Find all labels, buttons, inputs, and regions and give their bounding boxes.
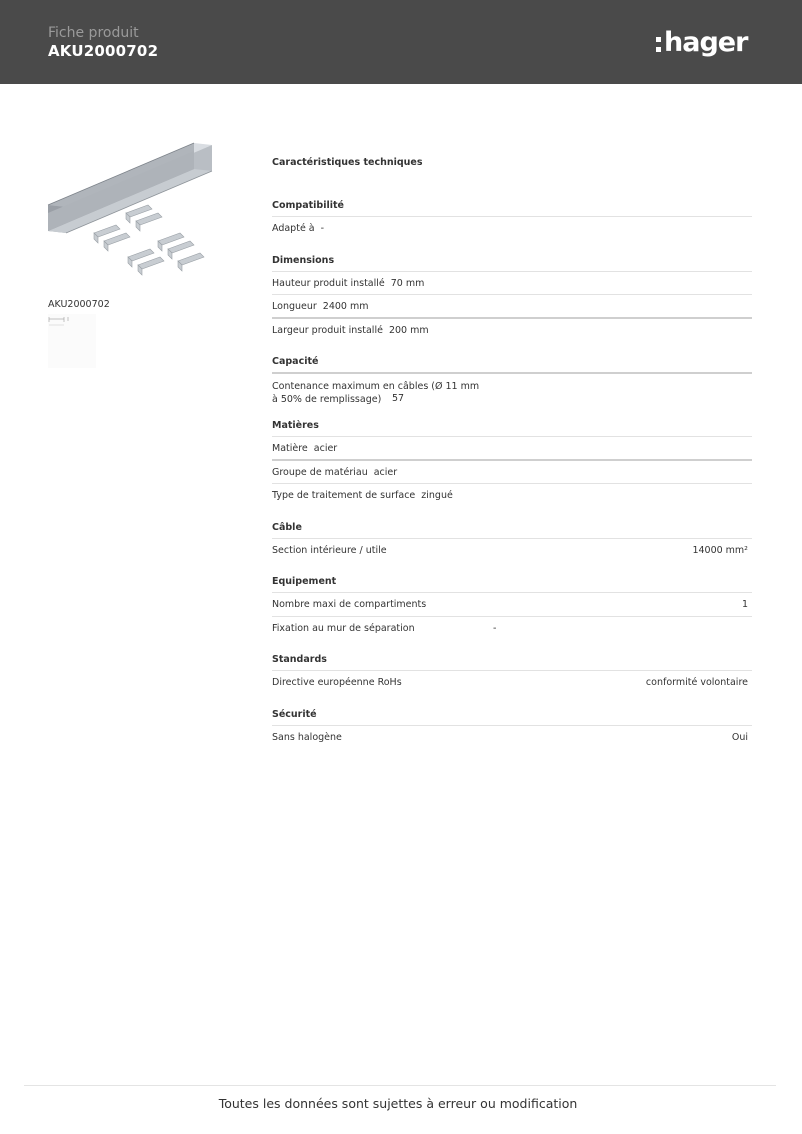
- section-dimensions: [272, 254, 752, 343]
- spec-value: Oui: [731, 731, 748, 743]
- spec-row: [272, 726, 752, 750]
- spec-value: 200 mm: [388, 324, 429, 336]
- spec-row: [272, 217, 752, 241]
- section-equipement: [272, 575, 752, 640]
- spec-row: [272, 671, 752, 695]
- spec-label: Nombre maxi de compartiments: [272, 599, 427, 610]
- spec-label: Contenance maximum en câbles (Ø 11 mm à 50% de remplissage): [272, 381, 480, 405]
- section-title: Equipement: [272, 575, 752, 593]
- section-title: Câble: [272, 521, 752, 539]
- spec-label: Fixation au mur de séparation: [272, 622, 415, 634]
- section-title: Sécurité: [272, 708, 752, 726]
- spec-value: 1: [741, 599, 748, 610]
- hager-logo: [656, 22, 747, 62]
- section-title: Matières: [272, 419, 752, 437]
- spec-label: Type de traitement de surface: [272, 490, 416, 501]
- spec-row: [272, 617, 752, 641]
- spec-label: Directive européenne RoHs: [272, 677, 402, 688]
- footer-divider: [24, 1085, 776, 1086]
- spec-label: Groupe de matériau: [272, 466, 368, 478]
- logo-wordmark: hager: [664, 26, 748, 58]
- spec-row: [272, 374, 752, 410]
- spec-label: Longueur: [272, 301, 317, 312]
- spec-value: -: [320, 223, 325, 234]
- spec-row: [272, 319, 752, 343]
- product-image-caption: AKU2000702: [48, 299, 110, 310]
- spec-label: Hauteur produit installé: [272, 277, 385, 289]
- technical-specifications: [272, 157, 752, 749]
- document-type: Fiche produit: [48, 25, 139, 41]
- spec-row: [272, 295, 752, 319]
- section-title: Standards: [272, 653, 752, 671]
- spec-row: [272, 484, 752, 508]
- section-standards: [272, 653, 752, 695]
- spec-row: [272, 461, 752, 485]
- spec-label: Adapté à: [272, 223, 315, 234]
- spec-label: Sans halogène: [272, 731, 342, 743]
- spec-value: -: [493, 622, 497, 634]
- section-capacite: [272, 355, 752, 410]
- spec-value: 2400 mm: [322, 301, 369, 312]
- spec-label: Largeur produit installé: [272, 324, 383, 336]
- spec-value: 57: [392, 393, 405, 404]
- spec-row: [272, 539, 752, 563]
- section-matieres: [272, 419, 752, 508]
- spec-row: [272, 272, 752, 296]
- spec-value: 14000 mm²: [692, 544, 748, 556]
- section-securite: [272, 708, 752, 750]
- logo-dots-icon: [656, 37, 661, 52]
- spec-row: [272, 593, 752, 617]
- spec-label: Matière: [272, 443, 308, 454]
- section-cable: [272, 521, 752, 563]
- dimension-drawing-thumbnail: [48, 314, 96, 368]
- spec-value: 70 mm: [390, 277, 425, 289]
- footer-disclaimer: Toutes les données sont sujettes à erreur ou modification: [218, 1096, 578, 1111]
- spec-value: conformité volontaire: [645, 677, 748, 688]
- spec-label: Section intérieure / utile: [272, 544, 387, 556]
- section-title: Dimensions: [272, 254, 752, 272]
- spec-value: acier: [373, 466, 398, 478]
- spec-value: zingué: [421, 490, 453, 501]
- product-image: [44, 135, 220, 285]
- page-header: [0, 0, 802, 84]
- section-compatibilite: [272, 199, 752, 241]
- spec-row: [272, 437, 752, 461]
- section-title: Capacité: [272, 355, 752, 374]
- specs-title: Caractéristiques techniques: [272, 157, 423, 168]
- spec-value: acier: [313, 443, 338, 454]
- product-reference: AKU2000702: [48, 42, 159, 60]
- section-title: Compatibilité: [272, 199, 752, 217]
